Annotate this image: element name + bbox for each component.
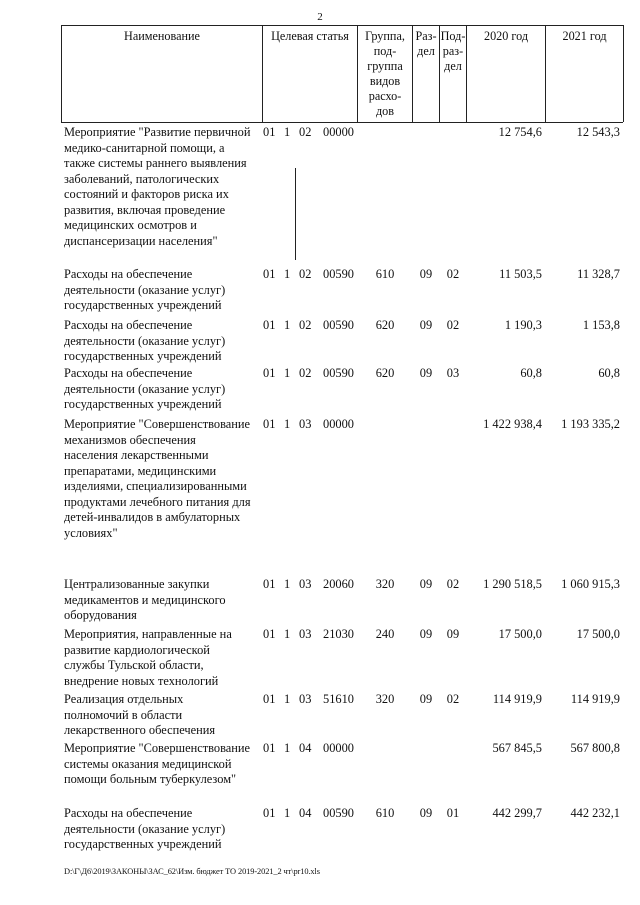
cell-c1: 01	[263, 125, 276, 139]
row-name: Расходы на обеспечение деятельности (оказание услуг) государственных учреждений	[64, 366, 226, 411]
cell-group: 620	[375, 366, 395, 380]
scan-line	[295, 168, 296, 260]
cell-y2020: 11 503,5	[499, 267, 542, 281]
cell-c1: 01	[263, 267, 276, 281]
cell-c4: 00000	[323, 741, 354, 755]
cell-section: 09	[419, 267, 433, 281]
cell-y2020: 442 299,7	[492, 806, 542, 820]
cell-c1: 01	[263, 741, 276, 755]
cell-c4: 51610	[323, 692, 354, 706]
row-name: Централизованные закупки медикаментов и медицинского оборудования	[64, 577, 226, 622]
cell-section: 09	[419, 577, 433, 591]
cell-c1: 01	[263, 627, 276, 641]
cell-subsection: 01	[446, 806, 460, 820]
cell-group: 610	[375, 267, 395, 281]
cell-y2020: 17 500,0	[498, 627, 542, 641]
row-name: Расходы на обеспечение деятельности (оказание услуг) государственных учреждений	[64, 318, 226, 363]
row-name: Мероприятия, направленные на развитие кардиологической службы Тульской области, внедрение новых технологий	[64, 627, 232, 688]
cell-c4: 00590	[323, 366, 354, 380]
cell-c4: 00590	[323, 806, 354, 820]
cell-c3: 03	[299, 577, 312, 591]
row-name: Мероприятие "Совершенствование механизмов обеспечения населения лекарственными препаратами, медицинскими изделиями, специализированными продуктами лечебного питания для детей-инвалидов в амбулаторных условиях"	[64, 417, 251, 540]
cell-c4: 00000	[323, 125, 354, 139]
cell-y2021: 60,8	[598, 366, 620, 380]
row-name: Расходы на обеспечение деятельности (оказание услуг) государственных учреждений	[64, 267, 226, 312]
cell-c4: 00590	[323, 318, 354, 332]
cell-y2021: 17 500,0	[576, 627, 620, 641]
cell-c3: 03	[299, 627, 312, 641]
cell-y2020: 60,8	[520, 366, 542, 380]
cell-group: 240	[375, 627, 395, 641]
cell-c2: 1	[284, 692, 291, 706]
cell-subsection: 02	[446, 267, 460, 281]
cell-y2021: 1 060 915,3	[561, 577, 620, 591]
cell-c1: 01	[263, 692, 276, 706]
column-header-2021: 2021 год	[562, 29, 607, 43]
cell-y2021: 1 193 335,2	[561, 417, 620, 431]
cell-c3: 02	[299, 267, 312, 281]
cell-c2: 1	[284, 741, 291, 755]
page-number: 2	[317, 11, 323, 23]
cell-c1: 01	[263, 577, 276, 591]
cell-subsection: 09	[446, 627, 460, 641]
cell-c2: 1	[284, 267, 291, 281]
cell-c1: 01	[263, 366, 276, 380]
cell-c3: 02	[299, 318, 312, 332]
cell-c3: 03	[299, 417, 312, 431]
cell-y2021: 12 543,3	[576, 125, 620, 139]
cell-y2020: 1 190,3	[504, 318, 542, 332]
cell-c1: 01	[263, 318, 276, 332]
cell-c1: 01	[263, 806, 276, 820]
cell-c4: 20060	[323, 577, 354, 591]
cell-group: 320	[375, 577, 395, 591]
column-header-target: Целевая статья	[271, 29, 349, 43]
cell-group: 320	[375, 692, 395, 706]
cell-y2021: 442 232,1	[570, 806, 620, 820]
cell-y2021: 114 919,9	[570, 692, 620, 706]
cell-c1: 01	[263, 417, 276, 431]
cell-c3: 02	[299, 125, 312, 139]
cell-c4: 00590	[323, 267, 354, 281]
cell-section: 09	[419, 318, 433, 332]
row-name: Мероприятие "Совершенствование системы оказания медицинской помощи больным туберкулезом"	[64, 741, 251, 786]
column-header-name: Наименование	[124, 29, 200, 43]
cell-section: 09	[419, 366, 433, 380]
cell-c3: 03	[299, 692, 312, 706]
cell-c3: 04	[299, 741, 312, 755]
cell-subsection: 02	[446, 577, 460, 591]
cell-y2021: 567 800,8	[570, 741, 620, 755]
cell-subsection: 02	[446, 318, 460, 332]
cell-c2: 1	[284, 318, 291, 332]
column-header-section: Раз- дел	[415, 29, 437, 58]
cell-c2: 1	[284, 627, 291, 641]
column-header-subsection: Под- раз- дел	[440, 29, 466, 73]
cell-section: 09	[419, 806, 433, 820]
cell-subsection: 03	[446, 366, 460, 380]
cell-section: 09	[419, 692, 433, 706]
file-path-footer: D:\Г\Д6\2019\ЗАКОНЫ\ЗАС_62\Изм. бюджет ТО 2019-2021_2 чт\pr10.xls	[64, 867, 320, 876]
cell-group: 620	[375, 318, 395, 332]
cell-y2020: 1 290 518,5	[483, 577, 542, 591]
cell-y2020: 567 845,5	[492, 741, 542, 755]
cell-c2: 1	[284, 806, 291, 820]
cell-group: 610	[375, 806, 395, 820]
cell-y2021: 1 153,8	[582, 318, 620, 332]
cell-section: 09	[419, 627, 433, 641]
cell-y2020: 114 919,9	[492, 692, 542, 706]
row-name: Мероприятие "Развитие первичной медико-санитарной помощи, а также системы раннего выявления заболеваний, патологических состояний и факторов риска их развития, включая проведение медицинских осмотров и диспансеризации населения"	[64, 125, 251, 248]
cell-subsection: 02	[446, 692, 460, 706]
row-name: Расходы на обеспечение деятельности (оказание услуг) государственных учреждений	[64, 806, 226, 851]
cell-c2: 1	[284, 417, 291, 431]
cell-c4: 21030	[323, 627, 354, 641]
cell-y2020: 12 754,6	[498, 125, 542, 139]
column-header-group: Группа, под- группа видов расхо- дов	[365, 29, 405, 118]
row-name: Реализация отдельных полномочий в области лекарственного обеспечения	[64, 692, 216, 737]
cell-c2: 1	[284, 366, 291, 380]
cell-c3: 02	[299, 366, 312, 380]
column-header-2020: 2020 год	[483, 29, 529, 43]
cell-c3: 04	[299, 806, 312, 820]
cell-y2020: 1 422 938,4	[483, 417, 542, 431]
cell-c2: 1	[284, 577, 291, 591]
cell-y2021: 11 328,7	[577, 267, 620, 281]
cell-c2: 1	[284, 125, 291, 139]
cell-c4: 00000	[323, 417, 354, 431]
